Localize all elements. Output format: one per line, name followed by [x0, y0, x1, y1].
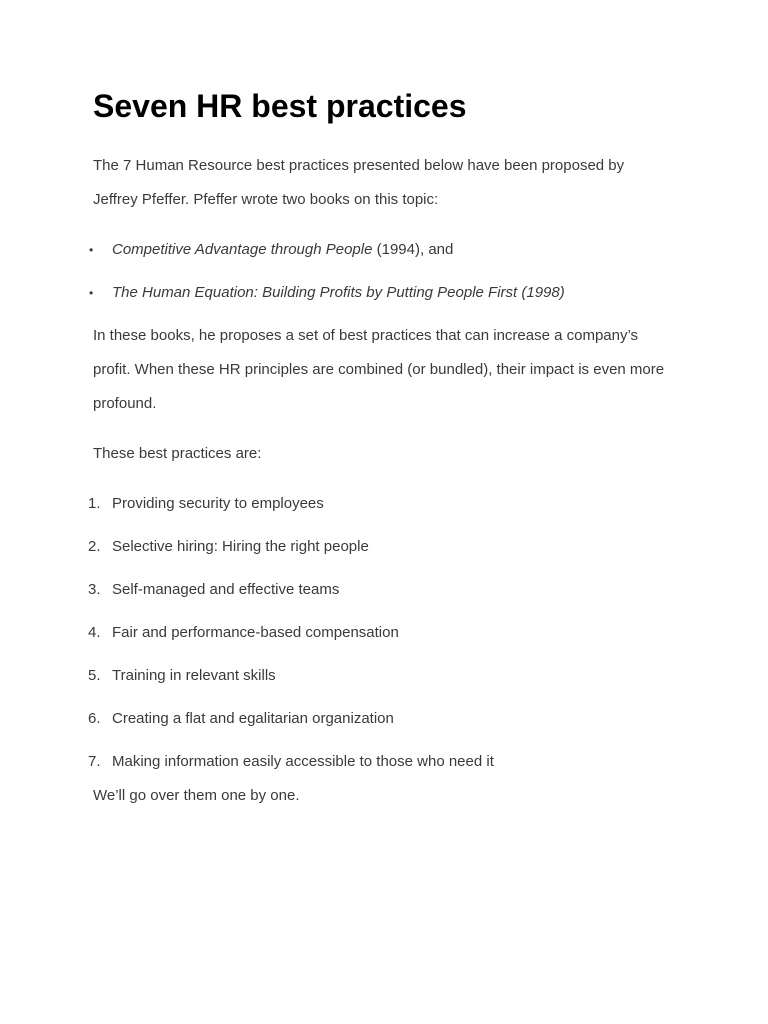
list-number: 7.	[88, 753, 101, 770]
practices-list	[88, 487, 673, 779]
list-number: 5.	[88, 667, 101, 684]
list-item	[89, 276, 673, 310]
lead-in-paragraph: These best practices are:	[93, 445, 262, 462]
bullet-icon: •	[89, 243, 94, 257]
bullet-icon: •	[89, 286, 94, 300]
page-title: Seven HR best practices	[93, 88, 467, 124]
list-item	[88, 530, 673, 564]
practice-text: Making information easily accessible to those who need it	[112, 753, 494, 770]
article	[88, 82, 673, 813]
book-title: Competitive Advantage through People	[112, 241, 373, 258]
list-number: 4.	[88, 624, 101, 641]
list-number: 1.	[88, 495, 101, 512]
practice-text: Creating a flat and egalitarian organization	[112, 710, 394, 727]
list-item	[88, 702, 673, 736]
practice-text: Self-managed and effective teams	[112, 581, 340, 598]
list-item	[88, 487, 673, 521]
book-list	[89, 233, 673, 310]
list-item	[88, 616, 673, 650]
list-item	[88, 573, 673, 607]
intro-paragraph: The 7 Human Resource best practices presented below have been proposed by Jeffrey Pfeffer. Pfeffer wrote two books on this topic:	[93, 157, 625, 208]
list-item	[89, 233, 673, 267]
practice-text: Selective hiring: Hiring the right people	[112, 538, 369, 555]
profit-paragraph: In these books, he proposes a set of best practices that can increase a company’s profit. When these HR principles are combined (or bundled), their impact is even more profound.	[93, 327, 665, 412]
practice-text: Providing security to employees	[112, 495, 324, 512]
practice-text: Training in relevant skills	[112, 667, 276, 684]
list-item	[88, 659, 673, 693]
list-number: 6.	[88, 710, 101, 727]
practice-text: Fair and performance-based compensation	[112, 624, 399, 641]
closing-paragraph: We’ll go over them one by one.	[93, 787, 300, 804]
list-number: 2.	[88, 538, 101, 555]
book-title: The Human Equation: Building Profits by Putting People First (1998)	[112, 284, 565, 301]
list-number: 3.	[88, 581, 101, 598]
book-suffix: (1994), and	[372, 241, 454, 258]
list-item	[88, 745, 673, 779]
